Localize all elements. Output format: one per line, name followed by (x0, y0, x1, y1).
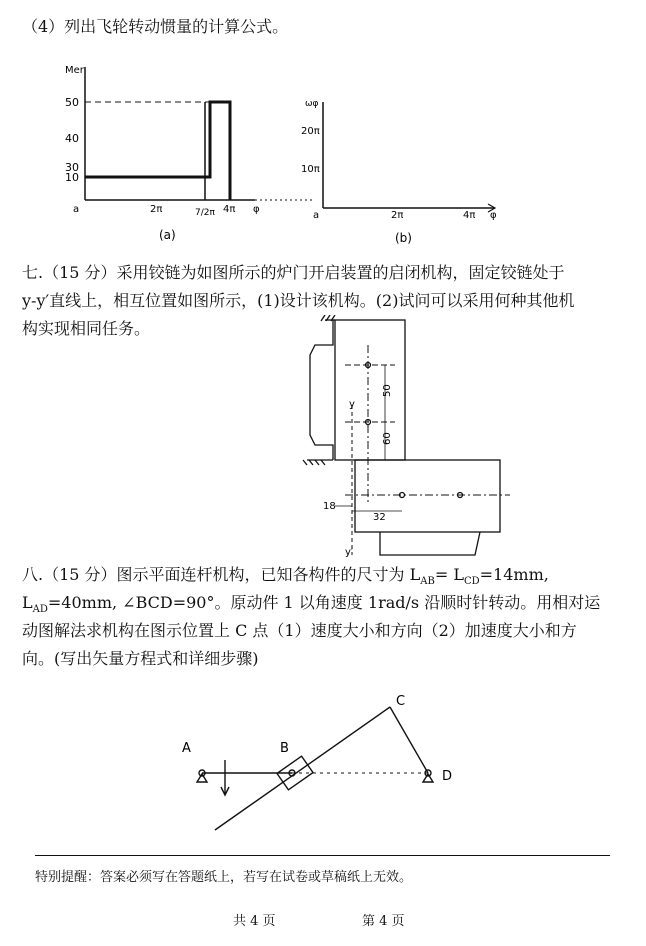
label-d: D (442, 769, 453, 784)
label-b: B (280, 741, 289, 756)
footer-total-pages: 共 4 页 (233, 914, 276, 929)
q8-line1-suffix: =14mm, (479, 565, 549, 584)
q8-l-prefix: L (22, 593, 33, 612)
graph-a-caption: (a) (159, 228, 176, 242)
axis-y-prime: y′ (345, 547, 354, 558)
graph-b-y-label: ωφ (305, 99, 319, 109)
q8-line1-prefix: 八.（15 分）图示平面连杆机构，已知各构件的尺寸为 L (22, 565, 421, 584)
question-7-line-3: 构实现相同任务。 (22, 319, 151, 338)
graph-b-x-tick-phi: φ (490, 210, 497, 221)
graph-a-origin: a (73, 204, 80, 215)
furnace-wall (310, 320, 333, 460)
ground-a (197, 774, 207, 782)
graph-a-x-tick-phi: φ (253, 204, 260, 215)
graph-a-y-label: Mer (65, 65, 84, 76)
question-4-line: （4）列出飞轮转动惯量的计算公式。 (22, 17, 289, 36)
link-cd (390, 707, 428, 773)
dim-60: 60 (382, 432, 393, 445)
dim-18: 18 (323, 501, 336, 512)
graph-a-y-tick-10: 10 (65, 171, 79, 184)
divider (35, 855, 610, 856)
graph-a-y-tick-40: 40 (65, 132, 79, 145)
graph-a-x-tick-3.5pi: 7/2π (195, 208, 215, 218)
footer-page-number: 第 4 页 (362, 914, 405, 929)
ground-d (423, 774, 433, 782)
q8-eq: = L (434, 565, 464, 584)
dim-50: 50 (382, 384, 393, 397)
question-8-line-4: 向。(写出矢量方程式和详细步骤) (22, 649, 259, 668)
q8-line2-rest: =40mm, ∠BCD=90°。原动件 1 以角速度 1rad/s 沿顺时针转动。用相对运 (47, 593, 601, 612)
question-7-line-2: y-y′直线上，相互位置如图所示，(1)设计该机构。(2)试问可以采用何种其他机 (22, 291, 575, 310)
graph-b-x-tick-4pi: 4π (463, 210, 476, 221)
graph-a (55, 55, 315, 245)
question-7-line-1: 七.（15 分）采用铰链为如图所示的炉门开启装置的启闭机构，固定铰链处于 (22, 263, 565, 282)
graph-b-y-tick-10pi: 10π (301, 164, 320, 175)
graph-a-x-tick-2pi: 2π (150, 204, 163, 215)
guide-bar (215, 707, 390, 830)
furnace-door-figure (285, 315, 535, 560)
door-closed (335, 320, 405, 460)
dim-32: 32 (373, 512, 386, 523)
notice: 特别提醒：答案必须写在答题纸上，若写在试卷或草稿纸上无效。 (35, 870, 413, 885)
graph-a-x-tick-4pi: 4π (223, 204, 236, 215)
graph-b-x-tick-2pi: 2π (391, 210, 404, 221)
graph-b-origin: a (313, 210, 320, 221)
graph-a-y-tick-30: 30 (65, 161, 79, 174)
sub-ab: AB (420, 576, 435, 588)
sub-cd: CD (463, 576, 480, 588)
graph-b-y-tick-20pi: 20π (301, 126, 320, 137)
graph-b-caption: (b) (395, 231, 412, 245)
question-8-line-3: 动图解法求机构在图示位置上 C 点（1）速度大小和方向（2）加速度大小和方 (22, 621, 577, 640)
linkage-figure (170, 685, 470, 835)
graph-a-y-tick-50: 50 (65, 96, 79, 109)
label-a: A (182, 741, 191, 756)
label-c: C (396, 694, 406, 709)
sub-ad: AD (32, 604, 48, 616)
door-open-lower (380, 532, 480, 555)
graph-b (295, 90, 510, 250)
axis-y: y (349, 399, 355, 410)
graph-a-torque-line (85, 102, 230, 200)
